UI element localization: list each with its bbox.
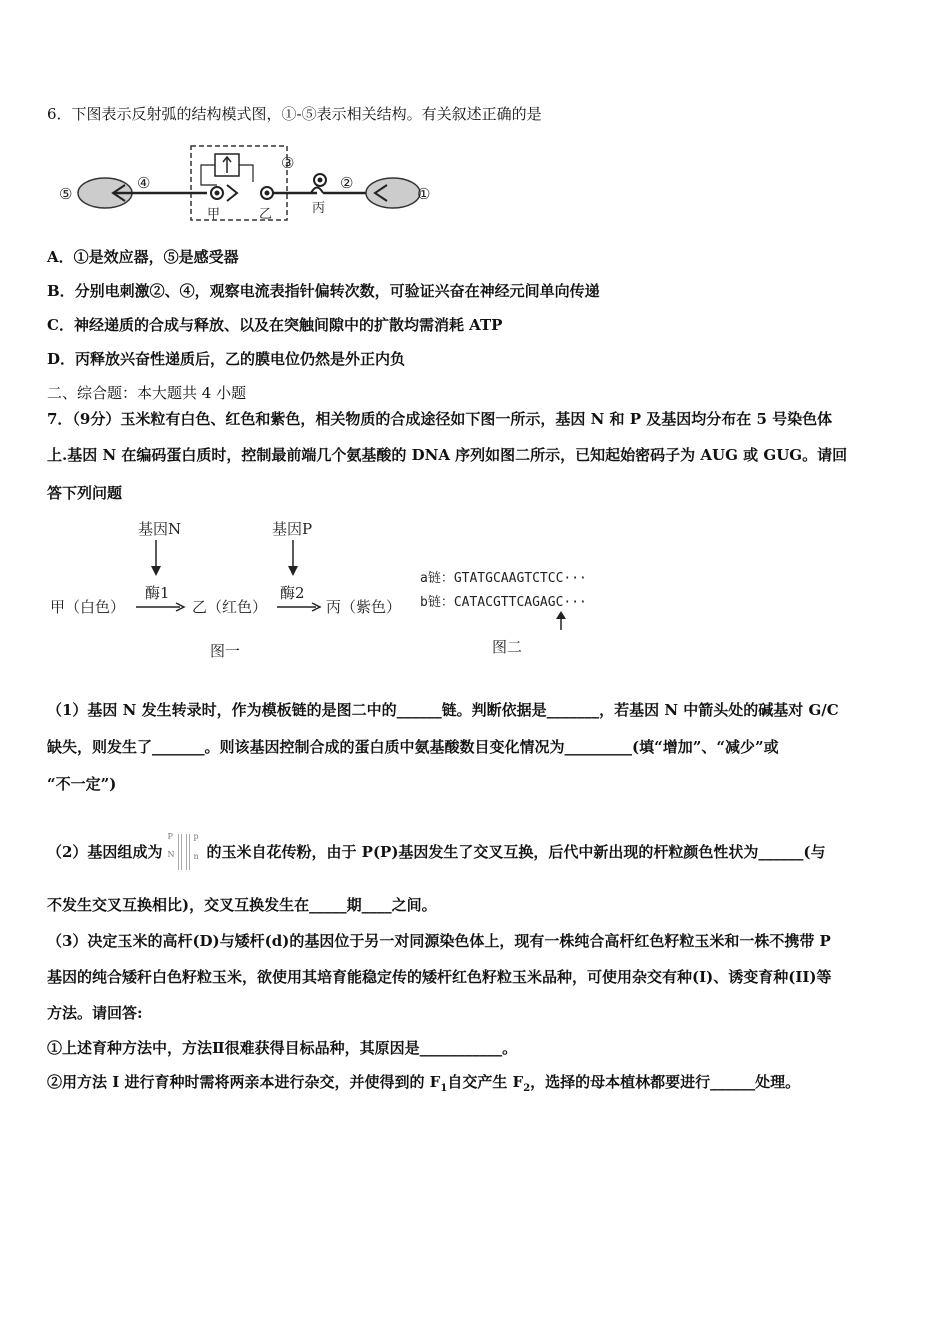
- q6-stem: 6．下图表示反射弧的结构模式图，①-⑤表示相关结构。有关叙述正确的是: [47, 105, 542, 123]
- q7-part3-line1: （3）决定玉米的高杆(D)与矮杆(d)的基因位于另一对同源染色体上，现有一株纯合高杆红色籽粒玉米和一株不携带 P: [47, 932, 831, 950]
- q7-stem-line1: 7．（9分）玉米粒有白色、红色和紫色，相关物质的合成途径如下图一所示，基因 N 和 P 及基因均分布在 5 号染色体: [47, 410, 833, 428]
- q6-option-c: C．神经递质的合成与释放、以及在突触间隙中的扩散均需消耗 ATP: [47, 316, 503, 334]
- figure-2-caption: 图二: [492, 638, 523, 656]
- q7-part2-line2: 不发生交叉互换相比)，交叉互换发生在_____期____之间。: [47, 896, 437, 914]
- genotype-p-upper: P: [167, 832, 173, 841]
- reflex-arc-figure: [55, 140, 445, 230]
- genotype-diagram: [164, 832, 204, 874]
- label-jia: 甲: [207, 207, 221, 222]
- q7-sub2-s2: 2: [523, 1083, 531, 1094]
- q7-sub2-c: ，选择的母本植林都要进行______处理。: [530, 1073, 801, 1091]
- chromosome-right: [186, 834, 190, 870]
- q7-part1-line1: （1）基因 N 发生转录时，作为模板链的是图二中的______链。判断依据是_______，若基因 N 中箭头处的碱基对 G/C: [47, 701, 839, 719]
- label-2: ②: [340, 174, 354, 192]
- label-bing: 丙: [312, 201, 326, 216]
- q7-stem-line3: 答下列问题: [47, 484, 123, 502]
- q7-sub2: [47, 1071, 800, 1094]
- q7-part3-line2: 基因的纯合矮秆白色籽粒玉米，欲使用其培育能稳定传的矮杆红色籽粒玉米品种，可使用杂交有种(I)、诱变育种(II)等: [47, 968, 832, 986]
- q7-part1-line2: 缺失，则发生了_______。则该基因控制合成的蛋白质中氨基酸数目变化情况为_________(填“增加”、“减少”或: [47, 738, 779, 756]
- label-3: ③: [281, 154, 295, 172]
- q6-option-b: B．分别电刺激②、④，观察电流表指针偏转次数，可验证兴奋在神经元间单向传递: [47, 282, 600, 300]
- q7-sub2-a: ②用方法 I 进行育种时需将两亲本进行杂交，并使得到的 F: [47, 1073, 441, 1091]
- genotype-n-lower: n: [193, 852, 199, 861]
- substance-jia: 甲（白色）: [50, 598, 126, 616]
- genotype-p-lower: p: [193, 832, 199, 841]
- q7-stem-line2: 上.基因 N 在编码蛋白质时，控制最前端几个氨基酸的 DNA 序列如图二所示，已知起始密码子为 AUG 或 GUG。请回: [47, 446, 848, 464]
- a-chain: a链：GTATGCAAGTCTCC···: [420, 571, 587, 586]
- gene-n-label: 基因N: [138, 520, 182, 538]
- label-yi: 乙: [259, 207, 273, 222]
- gene-p-label: 基因P: [272, 520, 313, 538]
- q7-sub1: ①上述育种方法中，方法Ⅱ很难获得目标品种，其原因是___________。: [47, 1039, 518, 1057]
- q7-sub2-b: 自交产生 F: [447, 1073, 524, 1091]
- section-heading: 二、综合题：本大题共 4 小题: [47, 384, 247, 402]
- substance-bing: 丙（紫色）: [326, 598, 402, 616]
- label-1: ①: [417, 185, 431, 203]
- q7-part3-line3: 方法。请回答:: [47, 1004, 143, 1022]
- q7-part2-prefix: （2）基因组成为: [47, 843, 163, 861]
- enzyme-1-label: 酶1: [145, 584, 170, 602]
- label-4: ④: [137, 174, 151, 192]
- q7-part2-suffix: 的玉米自花传粉，由于 P(P)基因发生了交叉互换，后代中新出现的杆粒颜色性状为______(与: [206, 843, 826, 861]
- genotype-n-upper: N: [167, 850, 175, 859]
- q7-part1-line3: “不一定”): [47, 775, 117, 793]
- q7-sub2-s1: 1: [440, 1083, 448, 1094]
- b-chain: b链：CATACGTTCAGAGC···: [420, 595, 587, 610]
- substance-yi: 乙（红色）: [192, 598, 268, 616]
- q6-option-a: A．①是效应器，⑤是感受器: [47, 248, 239, 266]
- figure-1-pathway: [50, 512, 430, 662]
- chromosome-left: [178, 834, 182, 870]
- figure-1-caption: 图一: [210, 642, 241, 660]
- figure-2-dna: [420, 560, 640, 664]
- enzyme-2-label: 酶2: [280, 584, 305, 602]
- q6-option-d: D．丙释放兴奋性递质后，乙的膜电位仍然是外正内负: [47, 350, 406, 368]
- label-5: ⑤: [59, 185, 73, 203]
- q7-part2-line1: [47, 832, 826, 874]
